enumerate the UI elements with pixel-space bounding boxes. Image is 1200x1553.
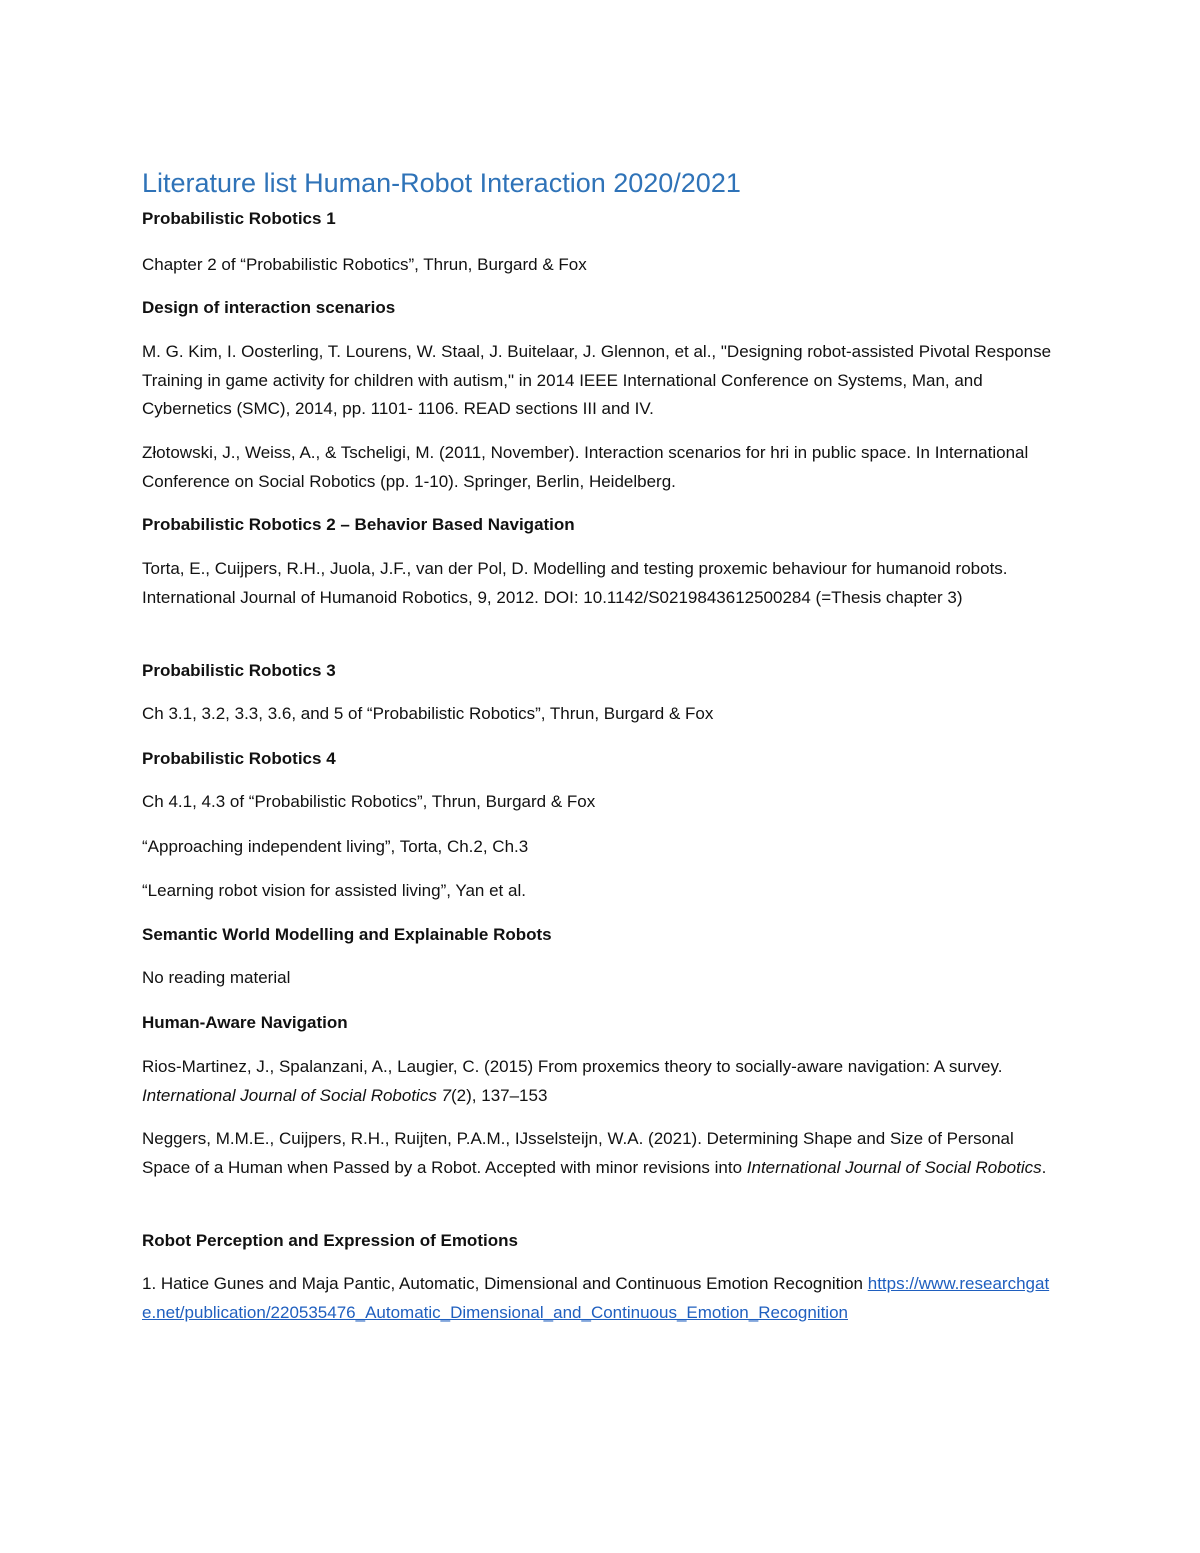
reference-torta-proxemic: Torta, E., Cuijpers, R.H., Juola, J.F., van der Pol, D. Modelling and testing proxemic behaviour for humanoid robots. International Journal of Humanoid Robotics, 9, 2012. DOI: 10.1142/S0219843612500284 (=Thesis chapter 3) [142,559,1008,607]
reference-zlotowski: Złotowski, J., Weiss, A., & Tscheligi, M. (2011, November). Interaction scenarios for hri in public space. In International Conference on Social Robotics (pp. 1-10). Springer, Berlin, Heidelberg. [142,443,1029,491]
rios-issue-pages: (2), 137–153 [451,1085,548,1105]
reference-neggers [142,1125,1062,1182]
researchgate-link[interactable]: https://www.researchgate.net/publication/220535476_Automatic_Dimensional_and_Continuous_Emotion_Recognition [142,1274,1050,1322]
neggers-citation-text: Neggers, M.M.E., Cuijpers, R.H., Ruijten, P.A.M., IJsselsteijn, W.A. (2021). Determining Shape and Size of Personal Space of a Human when Passed by a Robot. Accepted with minor revisions into [142,1129,1014,1177]
neggers-end: . [1041,1157,1047,1177]
section-heading-probabilistic-robotics-2: Probabilistic Robotics 2 – Behavior Based Navigation [142,515,575,534]
section-heading-semantic-world-modelling: Semantic World Modelling and Explainable Robots [142,925,552,944]
section-heading-probabilistic-robotics-1: Probabilistic Robotics 1 [142,209,336,228]
reference-torta-independent-living: “Approaching independent living”, Torta, Ch.2, Ch.3 [142,837,529,856]
section-heading-design-interaction: Design of interaction scenarios [142,298,396,317]
document-title: Literature list Human-Robot Interaction 2020/2021 [142,168,741,198]
no-reading-material-text: No reading material [142,968,291,987]
reference-rios-martinez [142,1053,1062,1110]
reference-yan-robot-vision: “Learning robot vision for assisted living”, Yan et al. [142,881,526,900]
reference-thrun-ch4: Ch 4.1, 4.3 of “Probabilistic Robotics”, Thrun, Burgard & Fox [142,792,596,811]
section-heading-probabilistic-robotics-3: Probabilistic Robotics 3 [142,661,336,680]
rios-journal-name: International Journal of Social Robotics 7 [142,1085,452,1105]
rios-citation-text: Rios-Martinez, J., Spalanzani, A., Laugier, C. (2015) From proxemics theory to socially-aware navigation: A survey. [142,1057,1003,1076]
neggers-journal-name: International Journal of Social Robotics [746,1157,1042,1177]
reference-gunes-pantic [142,1270,1062,1327]
gunes-citation-text: 1. Hatice Gunes and Maja Pantic, Automatic, Dimensional and Continuous Emotion Recognition [142,1274,868,1293]
section-heading-human-aware-navigation: Human-Aware Navigation [142,1013,348,1032]
reference-thrun-ch3-5: Ch 3.1, 3.2, 3.3, 3.6, and 5 of “Probabilistic Robotics”, Thrun, Burgard & Fox [142,704,714,723]
section-heading-robot-perception-emotions: Robot Perception and Expression of Emotions [142,1231,518,1250]
section-heading-probabilistic-robotics-4: Probabilistic Robotics 4 [142,749,336,768]
reference-kim: M. G. Kim, I. Oosterling, T. Lourens, W. Staal, J. Buitelaar, J. Glennon, et al., "Designing robot-assisted Pivotal Response Training in game activity for children with autism," in 2014 IEEE International Conference on Systems, Man, and Cybernetics (SMC), 2014, pp. 1101- 1106. READ sections III and IV. [142,342,1052,418]
reference-thrun-ch2: Chapter 2 of “Probabilistic Robotics”, Thrun, Burgard & Fox [142,255,587,274]
